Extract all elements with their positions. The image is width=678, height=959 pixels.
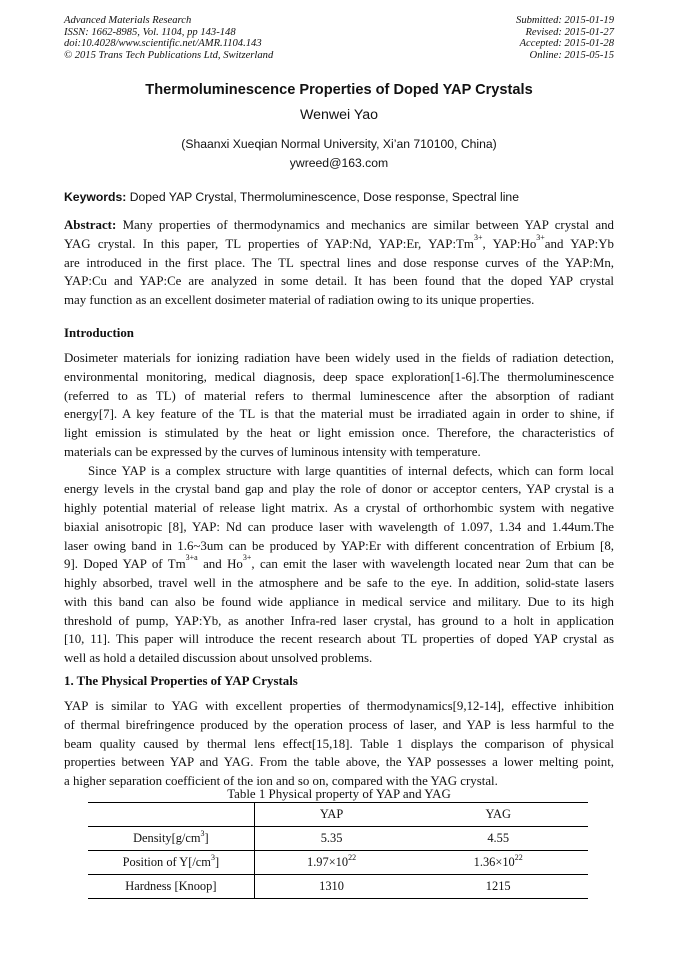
table-cell: 1310 [254, 875, 408, 899]
intro-line: (referred to as TL) of material refers to thermal luminescence after the absorption of radiant [64, 388, 614, 403]
section1-line: properties between YAP and YAG. From the table above, the YAP possesses a lower melting point, [64, 755, 614, 770]
introduction-heading: Introduction [64, 326, 134, 340]
intro-line: biaxial anisotropic [8], YAP: Nd can produce laser with wavelength of 1.097, 1.34 and 1.44um.The [64, 519, 614, 534]
section1-line: beam quality caused by thermal lens effect[15,18]. Table 1 displays the comparison of physical [64, 736, 614, 751]
journal-name: Advanced Materials Research [64, 15, 192, 26]
table-cell: $1.97\times 10^{22}$ [254, 851, 408, 875]
table-cell: $1.36\times 10^{22}$ [408, 851, 588, 875]
intro-line: well as hold a detailed discussion about unsolved problems. [64, 651, 373, 665]
intro-line: energy levels in the crystal band gap and play the role of donor or acceptor centers, YAP crystal is a [64, 482, 614, 497]
intro-line: with this band can also be found wide appliance in medical service and military. Due to its high [64, 594, 614, 609]
table-row-label: $Density[g/cm^3]$ [88, 827, 254, 851]
introduction-body [64, 349, 614, 668]
keywords [64, 190, 519, 204]
intro-line: laser owing band in 1.6~3um can be produced by YAP:Er with different concentration of Erbium [8, [64, 538, 614, 553]
intro-line: [10, 11]. This paper will introduce the recent research about TL properties of doped YAP crystal as [64, 632, 614, 647]
keywords-label: Keywords: [64, 190, 127, 204]
author-email: ywreed@163.com [289, 156, 389, 170]
submission-dates [516, 15, 614, 61]
intro-line: threshold of pump, YAP:Yb, as another Infra-red laser crystal, has ground to a holt in application [64, 613, 614, 628]
section1-line: a higher separation coefficient of the ion and so on, compared with the YAG crystal. [64, 774, 498, 788]
journal-copyright: © 2015 Trans Tech Publications Ltd, Switzerland [64, 49, 274, 61]
date-accepted: Accepted: 2015-01-28 [519, 38, 614, 50]
table-cell: 4.55 [408, 827, 588, 851]
journal-doi: doi:10.4028/www.scientific.net/AMR.1104.143 [64, 38, 262, 50]
journal-info [64, 15, 273, 61]
abstract [64, 216, 614, 310]
section1-line: YAP is similar to YAG with excellent properties of thermodynamics[9,12-14], effective inhibition [64, 699, 614, 713]
section1-heading: 1. The Physical Properties of YAP Crystals [64, 674, 298, 688]
table-row-label: Position of $Y[/cm^3]$ [88, 851, 254, 875]
date-online: Online: 2015-05-15 [529, 49, 614, 61]
journal-issn: ISSN: 1662-8985, Vol. 1104, pp 143-148 [64, 26, 236, 38]
section1-line: of thermal birefringence produced by the operation process of laser, and YAP is less harmful to the [64, 717, 614, 732]
keywords-text: Doped YAP Crystal, Thermoluminescence, Dose response, Spectral line [126, 190, 519, 204]
table-cell: 5.35 [254, 827, 408, 851]
table-col-yag: YAG [408, 803, 588, 827]
section1-body [64, 697, 614, 791]
author-name: Wenwei Yao [299, 107, 379, 123]
abstract-line: YAP:Cu and YAP:Ce are analyzed in some detail. It has been found that the doped YAP crystal [64, 274, 614, 289]
intro-line: highly potential material of release light matrix. As a crystal of orthorhombic system with negative [64, 501, 614, 515]
table-row [88, 827, 588, 851]
date-submitted: Submitted: 2015-01-19 [516, 15, 614, 26]
table-cell: 1215 [408, 875, 588, 899]
table-row-label: Hardness [Knoop] [88, 875, 254, 899]
table1 [88, 802, 588, 899]
intro-line: environmental monitoring, medical diagnosis, deep space exploration[1-6].The thermoluminescence [64, 369, 614, 384]
intro-line: 9]. Doped YAP of $Tm^{3+a}$ and $Ho^{3+}$, can emit the laser with wavelength located near 2um that can be [64, 553, 614, 572]
intro-line: energy[7]. A key feature of the TL is that the material must be irradiated again in order to shine, if [64, 407, 614, 422]
intro-line: highly absorbed, travel well in the atmosphere and be safe to the eye. In addition, solid-state lasers [64, 576, 614, 590]
table-cell-empty [88, 803, 254, 827]
table-row [88, 875, 588, 899]
intro-line: Dosimeter materials for ionizing radiation have been widely used in the fields of radiation detection, [64, 351, 614, 365]
date-revised: Revised: 2015-01-27 [525, 26, 614, 38]
table-header-row [88, 803, 588, 827]
abstract-line: are introduced in the first place. The TL spectral lines and dose response curves of the YAP:Mn, [64, 255, 614, 270]
intro-line: light emission is stimulated by the heat or light emission once. Therefore, the characteristics of [64, 426, 614, 440]
abstract-label: Abstract: [64, 218, 117, 232]
intro-line: Since YAP is a complex structure with large quantities of internal defects, which can form local [88, 463, 614, 478]
abstract-line: Abstract: Many properties of thermodynamics and mechanics are similar between YAP crystal and [64, 218, 614, 232]
abstract-line: may function as an excellent dosimeter material of radiation owing to its unique properties. [64, 293, 535, 307]
paper-title: Thermoluminescence Properties of Doped YAP Crystals [145, 82, 533, 98]
table-row [88, 851, 588, 875]
table1-caption: Table 1 Physical property of YAP and YAG [227, 787, 451, 801]
table-col-yap: YAP [254, 803, 408, 827]
author-affiliation: (Shaanxi Xueqian Normal University, Xi’an 710100, China) [181, 137, 497, 151]
intro-line: materials can be expressed by the curves of luminous intensity with temperature. [64, 444, 481, 459]
abstract-line: YAG crystal. In this paper, TL properties of YAP:Nd, YAP:Er, $YAP:Tm^{3+}$, $YAP:Ho^{3+}and$ YAP:Yb [64, 232, 614, 251]
